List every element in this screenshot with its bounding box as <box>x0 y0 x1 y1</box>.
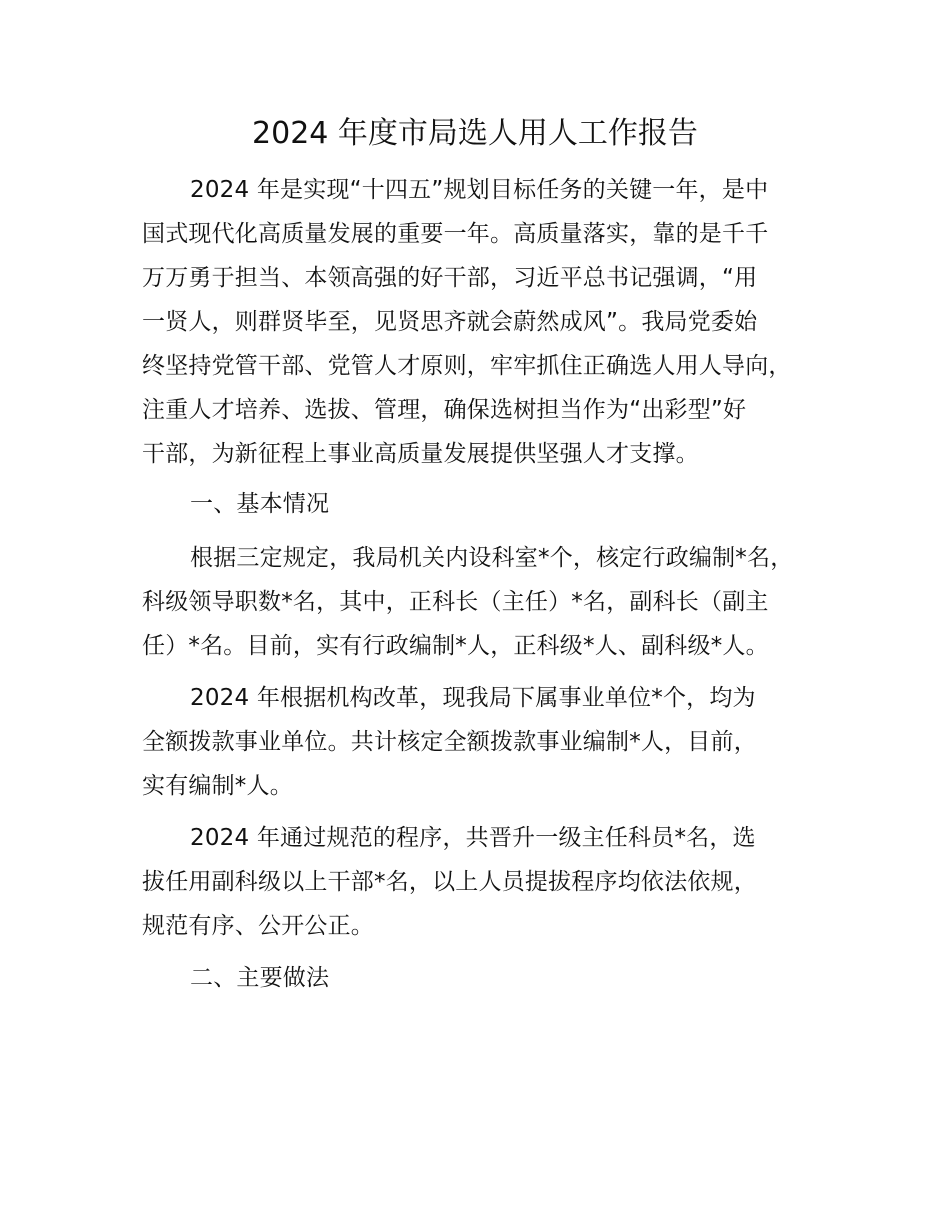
text-line: 科级领导职数*名，其中，正科长（主任）*名，副科长（副主 <box>142 589 769 615</box>
text-line: 根据三定规定，我局机关内设科室*个，核定行政编制*名， <box>190 545 794 571</box>
text-line: 干部，为新征程上事业高质量发展提供坚强人才支撑。 <box>142 441 699 467</box>
text-line: 2024 年根据机构改革，现我局下属事业单位*个，均为 <box>190 685 756 711</box>
text-line: 2024 年是实现“十四五”规划目标任务的关键一年，是中 <box>190 177 769 203</box>
text-line: 一贤人，则群贤毕至，见贤思齐就会蔚然成风”。我局党委始 <box>142 309 758 335</box>
text-line: 任）*名。目前，实有行政编制*人，正科级*人、副科级*人。 <box>142 633 769 659</box>
section-heading-basic-situation: 一、基本情况 <box>190 491 330 517</box>
section-heading-main-practices: 二、主要做法 <box>190 965 330 991</box>
text-line: 注重人才培养、选拔、管理，确保选树担当作为“出彩型”好 <box>142 397 747 423</box>
text-line: 规范有序、公开公正。 <box>142 913 374 939</box>
text-line: 2024 年通过规范的程序，共晋升一级主任科员*名，选 <box>190 825 756 851</box>
text-line: 全额拨款事业单位。共计核定全额拨款事业编制*人，目前， <box>142 729 757 755</box>
text-line: 拔任用副科级以上干部*名，以上人员提拔程序均依法依规， <box>142 869 757 895</box>
text-line: 万万勇于担当、本领高强的好干部，习近平总书记强调，“用 <box>142 265 758 291</box>
text-line: 国式现代化高质量发展的重要一年。高质量落实，靠的是千千 <box>142 221 769 247</box>
text-line: 实有编制*人。 <box>142 773 293 799</box>
document-title: 2024 年度市局选人用人工作报告 <box>252 116 698 151</box>
text-line: 终坚持党管干部、党管人才原则，牢牢抓住正确选人用人导向， <box>142 353 792 379</box>
